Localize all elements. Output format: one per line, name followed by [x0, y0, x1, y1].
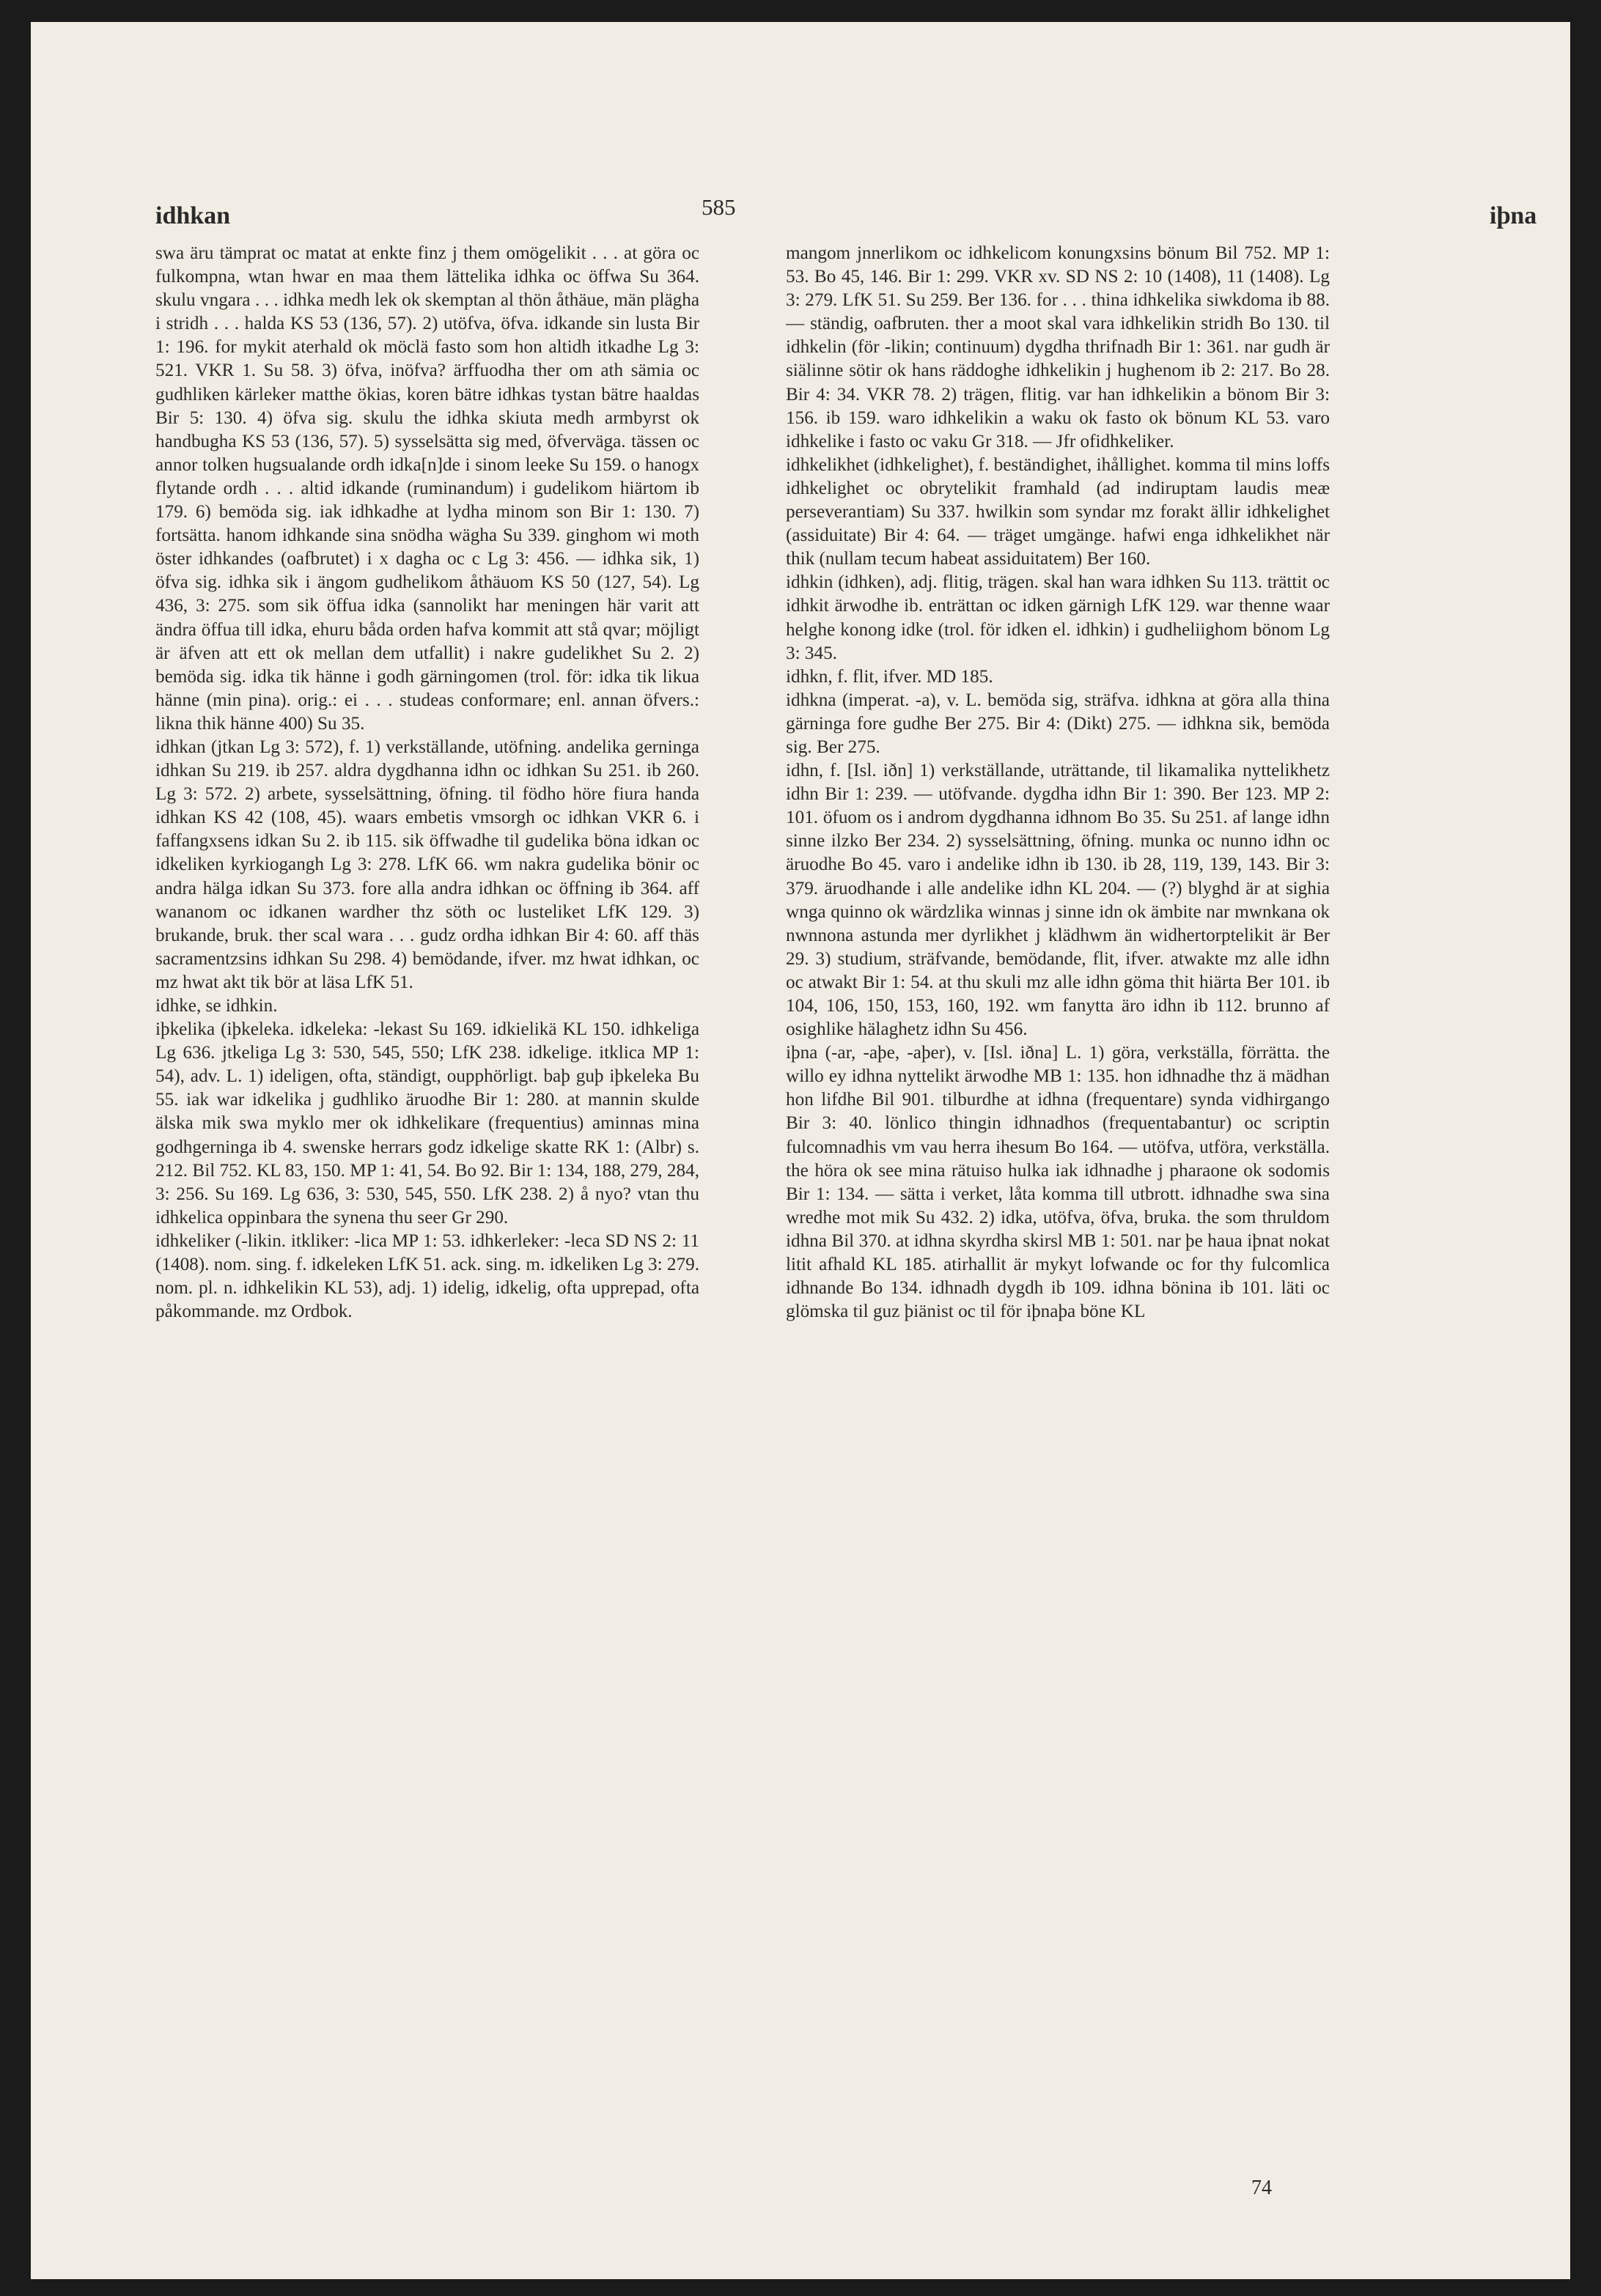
- right-column: [786, 242, 1330, 2264]
- entry-paragraph: swa äru tämprat oc matat at enkte finz j them omögelikit . . . at göra oc fulkompna, wtan hwar en maa them lättelika idhka oc öffwa Su 364. skulu vngara . . . idhka medh lek ok skemptan al thön åthäue, män plägha i stridh . . . halda KS 53 (136, 57). 2) utöfva, öfva. idkande sin lusta Bir 1: 196. for mykit aterhald ok möclä fasto som hon altidh itkadhe Lg 3: 521. VKR 1. Su 58. 3) öfva, inöfva? ärffuodha ther om ath sämia oc gudhliken kärleker matthe ökias, koren bätre idhkas tystan bätre haaldas Bir 5: 130. 4) öfva sig. skulu the idhka skiuta medh armbyrst ok handbugha KS 53 (136, 57). 5) sysselsätta sig med, öfverväga. tässen oc annor tolken hugsualande ordh idka[n]de i sinom leeke Su 159. o hanogx flytande ordh . . . altid idkande (ruminandum) i gudelikom hiärtom ib 179. 6) bemöda sig. iak idhkadhe at lydha minom son Bir 1: 130. 7) fortsätta. hanom idhkande sina snödha wägha Su 339. ginghom wi moth öster idhkandes (oafbrutet) i x dagha oc c Lg 3: 456. — idhka sik, 1) öfva sig. idhka sik i ängom gudhelikom åthäuom KS 50 (127, 54). Lg 436, 3: 275. som sik öffua idka (sannolikt har meningen här varit att ändra öffua till idka, ehuru båda orden hafva kommit att stå qvar; möjligt är äfven att ett ok mellan dem utfallit) i nakre gudelikhet Su 2. 2) bemöda sig. idka tik hänne i godh gärningomen (trol. för: idka tik likua hänne (min pina). orig.: ei . . . studeas conformare; enl. annan öfvers.: likna thik hänne 400) Su 35.: [155, 243, 699, 734]
- entry-paragraph: idhke, se idhkin.: [155, 996, 278, 1016]
- running-head-right: iþna: [1490, 202, 1537, 229]
- entry-paragraph: idhkna (imperat. -a), v. L. bemöda sig, sträfva. idhkna at göra alla thina gärninga fore gudhe Ber 275. Bir 4: (Dikt) 275. — idhkna sik, bemöda sig. Ber 275.: [786, 690, 1330, 757]
- entry-paragraph: iþna (-ar, -aþe, -aþer), v. [Isl. iðna] L. 1) göra, verkställa, förrätta. the willo ey idhna nyttelikt ärwodhe MB 1: 135. hon idhnadhe thz ä mädhan hon lifdhe Bil 901. tilburdhe at idhna (frequentare) synda vidhirgango Bir 3: 40. lönlico thingin idhnadhos (frequentabantur) oc scriptin fulcomnadhis vm vau herra ihesum Bo 164. — utöfva, utföra, verkställa. the höra ok see mina rätuiso hulka iak idhnadhe j pharaone ok sodomis Bir 1: 134. — sätta i verket, låta komma till utbrott. idhnadhe swa sina wredhe mot mik Su 432. 2) idka, utöfva, öfva, bruka. the som thruldom idhna Bil 370. at idhna skyrdha skirsl MB 1: 501. nar þe haua iþnat nokat litit afhald KL 185. atirhallit är mykyt lofwande oc for thy fulcomlica idhnande Bo 134. idhnadh dygdh ib 109. idhna bönina ib 101. läti oc glömska til guz þiänist oc til för iþnaþa böne KL: [786, 1043, 1330, 1322]
- left-column: [155, 242, 699, 2264]
- entry-paragraph: idhkin (idhken), adj. flitig, trägen. skal han wara idhken Su 113. trättit oc idhkit ärwodhe ib. enträttan oc idken gärnigh LfK 129. war thenne waar helghe konong idke (trol. för idken el. idhkin) i gudheliighom bönom Lg 3: 345.: [786, 572, 1330, 663]
- running-head-left: idhkan: [155, 202, 231, 229]
- page-number: 585: [702, 194, 736, 220]
- entry-paragraph: iþkelika (iþkeleka. idkeleka: -lekast Su 169. idkielikä KL 150. idhkeliga Lg 636. jtkeliga Lg 3: 530, 545, 550; LfK 238. idkelige. itklica MP 1: 54), adv. L. 1) ideligen, ofta, ständigt, oupphörligt. baþ guþ iþkeleka Bu 55. iak war idkelika j gudhliko äruodhe Bir 1: 280. at mannin skulde älska mik swa myklo mer ok idhkelikare (frequentius) aminnas mina godhgerninga ib 4. swenske herrars godz idkelige skatte RK 1: (Albr) s. 212. Bil 752. KL 83, 150. MP 1: 41, 54. Bo 92. Bir 1: 134, 188, 279, 284, 3: 256. Su 169. Lg 636, 3: 530, 545, 550. LfK 238. 2) å nyo? vtan thu idhkelica oppinbara the synena thu seer Gr 290.: [155, 1019, 699, 1228]
- dictionary-page: [31, 22, 1570, 2279]
- entry-paragraph: idhn, f. [Isl. iðn] 1) verkställande, uträttande, til likamalika nyttelikhetz idhn Bir 1: 239. — utöfvande. dygdha idhn Bir 1: 390. Ber 123. MP 2: 101. öfuom os i androm dygdhanna idhnom Bo 35. Su 251. af lange idhn sinne ilzko Ber 234. 2) sysselsättning, öfning. munka oc nunno idhn oc äruodhe Bo 45. varo i andelike idhn ib 130. ib 28, 119, 139, 143. Bir 3: 379. äruodhande i alle andelike idhn KL 204. — (?) blyghd är at sighia wnga quinno ok wärdzlika winnas j sinne idn ok ämbite nar mwnkana ok nwnnona astunda mer dyrlikhet j klädhwm än widhertorptelikit är Ber 29. 3) studium, sträfvande, bemödande, flit, ifver. atwakte mz alle idhn oc atwakt Bir 1: 54. at thu skuli mz alle idhn göma thit hiärta Ber 101. ib 104, 106, 150, 153, 160, 192. wm fanytta äro idhn ib 112. brunno af osighlike hälaghetz idhn Su 456.: [786, 761, 1330, 1040]
- entry-paragraph: mangom jnnerlikom oc idhkelicom konungxsins bönum Bil 752. MP 1: 53. Bo 45, 146. Bir 1: 299. VKR xv. SD NS 2: 10 (1408), 11 (1408). Lg 3: 279. LfK 51. Su 259. Ber 136. for . . . thina idhkelika siwkdoma ib 88. — ständig, oafbruten. ther a moot skal vara idhkelikin stridh Bo 130. til idhkelin (för -likin; continuum) dygdha thrifnadh Bir 1: 361. nar gudh är siälinne sötir ok hans räddoghe idhkelikin j hughenom ib 2: 217. Bo 28. Bir 4: 34. VKR 78. 2) trägen, flitig. var han idhkelikin a bönom Bir 3: 156. ib 159. waro idhkelikin a waku ok fasto ok bönum KL 53. varo idhkelike i fasto oc vaku Gr 318. — Jfr ofidhkeliker.: [786, 243, 1330, 451]
- entry-paragraph: idhkan (jtkan Lg 3: 572), f. 1) verkställande, utöfning. andelika gerninga idhkan Su 219. ib 257. aldra dygdhanna idhn oc idhkan Su 251. ib 260. Lg 3: 572. 2) arbete, sysselsättning, öfning. til födho höre fiura handa idhkan KS 42 (108, 45). waars embetis vmsorgh oc idhkan VKR 6. i faffangxsens idkan Su 2. ib 115. sik öffwadhe til gudelika böna idkan oc idkeliken kyrkiogangh Lg 3: 278. LfK 66. wm nakra gudelika bönir oc andra hälga idkan Su 373. fore alla andra idhkan oc öffning ib 364. aff wananom oc idkanen wardher thz söth oc lusteliket LfK 129. 3) brukande, bruk. ther scal wara . . . gudz ordha idhkan Bir 4: 60. aff thäs sacramentzsins idhkan Su 298. 4) bemödande, ifver. mz hwat idhkan, oc mz hwat akt tik bör at läsa LfK 51.: [155, 737, 699, 992]
- signature-mark: 74: [1251, 2177, 1272, 2199]
- entry-paragraph: idhkelikhet (idhkelighet), f. beständighet, ihållighet. komma til mins loffs idhkelighet oc obrytelikit framhald (ad indiruptam laudis meæ perseverantiam) Su 337. hwilkin som syndar mz forakt ällir idhkelighet (assiduitate) Bir 4: 64. — träget umgänge. hafwi enga idhkelikhet när thik (nullam tecum habeat assiduitatem) Ber 160.: [786, 454, 1330, 569]
- entry-paragraph: idhkeliker (-likin. itkliker: -lica MP 1: 53. idhkerleker: -leca SD NS 2: 11 (1408). nom. sing. f. idkeleken LfK 51. ack. sing. m. idkeliken Lg 3: 279. nom. pl. n. idhkelikin KL 53), adj. 1) idelig, idkelig, ofta upprepad, ofta påkommande. mz Ordbok.: [155, 1230, 699, 1322]
- entry-paragraph: idhkn, f. flit, ifver. MD 185.: [786, 666, 993, 687]
